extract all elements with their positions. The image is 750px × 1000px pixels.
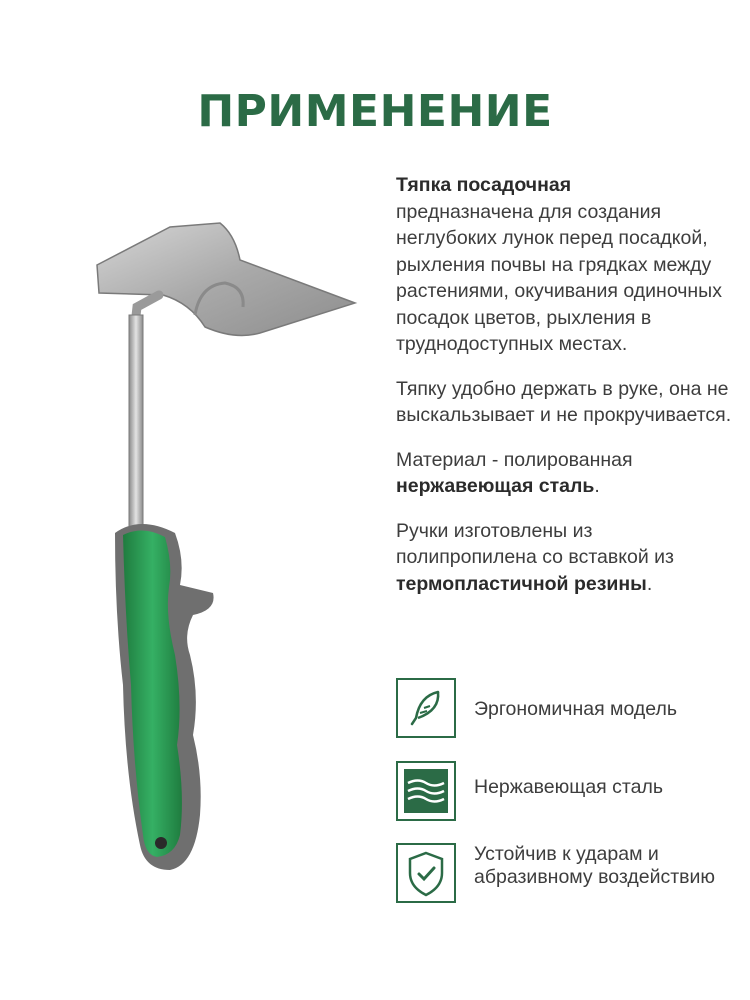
description-paragraph-3 xyxy=(396,447,736,500)
handle-end: . xyxy=(646,572,653,595)
description-paragraph-1 xyxy=(396,172,736,358)
description-paragraph-4 xyxy=(396,518,736,598)
feather-icon xyxy=(396,678,456,738)
feature-stainless-steel xyxy=(396,761,736,825)
description-paragraph-2 xyxy=(396,376,736,429)
feature-ergonomic xyxy=(396,678,736,742)
feature-label: Нержавеющая сталь xyxy=(474,776,663,798)
feature-label: Эргономичная модель xyxy=(474,698,677,720)
material-end: . xyxy=(594,475,600,497)
shield-check-icon xyxy=(396,843,456,903)
feature-impact-resistant xyxy=(396,843,736,907)
hoe-illustration xyxy=(85,215,365,895)
page-title: ПРИМЕНЕНИЕ xyxy=(197,86,553,137)
steel-waves-icon xyxy=(396,761,456,821)
product-purpose-text: предназначена для создания неглубоких лунок перед посадкой, рыхления почвы на грядках между растениями, окучивания одиночных посадок цветов, рыхления в труднодоступных местах. xyxy=(396,200,722,355)
handle-bold: термопластичной резины xyxy=(396,572,647,595)
description-block xyxy=(396,172,736,615)
handle-text: Ручки изготовлены из полипропилена со вставкой из xyxy=(396,519,674,568)
material-text: Материал - полированная xyxy=(396,448,633,471)
grip-text: Тяпку удобно держать в руке, она не выскальзывает и не прокручивается. xyxy=(396,377,732,426)
hoe-product-image xyxy=(85,215,365,895)
feature-label: Устойчив к ударам и абразивному воздействию xyxy=(474,843,716,888)
material-bold: нержавеющая сталь xyxy=(396,475,595,497)
product-name: Тяпка посадочная xyxy=(396,174,572,196)
